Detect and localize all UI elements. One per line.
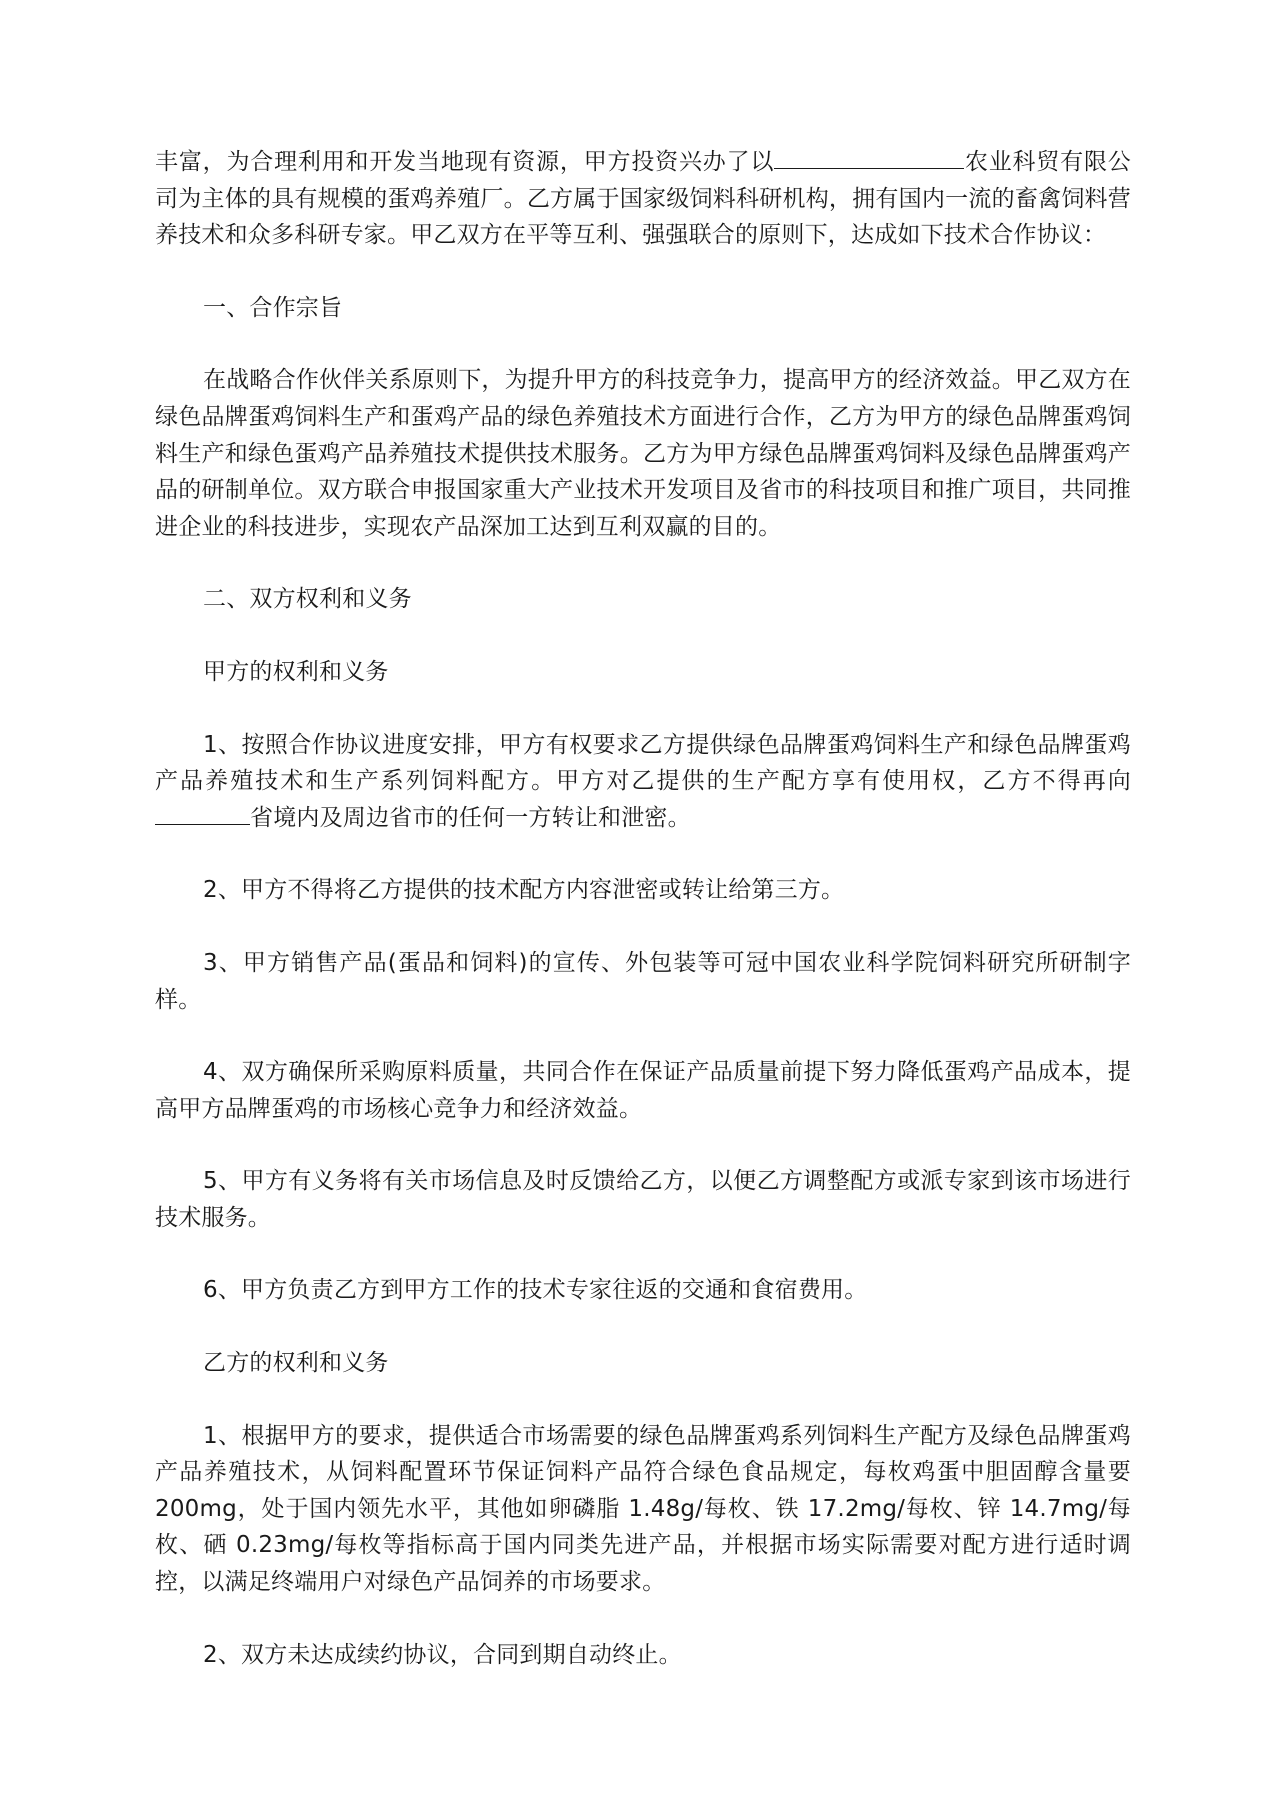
document-page — [155, 144, 1131, 1709]
intro-paragraph — [155, 144, 1131, 254]
intro-text-part2: 农业科贸有限公司为主体的具有规模的蛋鸡养殖厂。乙方属于国家级饲料科研机构，拥有国内一流的畜禽饲料营养技术和众多科研专家。甲乙双方在平等互利、强强联合的原则下，达成如下技术合作协议： — [155, 149, 1131, 249]
party-b-item-1: 1、根据甲方的要求，提供适合市场需要的绿色品牌蛋鸡系列饲料生产配方及绿色品牌蛋鸡产品养殖技术，从饲料配置环节保证饲料产品符合绿色食品规定，每枚鸡蛋中胆固醇含量要 200mg，处于国内领先水平，其他如卵磷脂 1.48g/每枚、铁 17.2mg/每枚、锌 14.7mg/每枚、硒 0.23mg/每枚等指标高于国内同类先进产品，并根据市场实际需要对配方进行适时调控，以满足终端用户对绿色产品饲养的市场要求。 — [155, 1422, 1131, 1596]
party-a-item-5: 5、甲方有义务将有关市场信息及时反馈给乙方，以便乙方调整配方或派专家到该市场进行技术服务。 — [155, 1168, 1131, 1231]
party-a-item-1-part2: 省境内及周边省市的任何一方转让和泄密。 — [250, 804, 691, 831]
party-a-item-3: 3、甲方销售产品(蛋品和饲料)的宣传、外包装等可冠中国农业科学院饲料研究所研制字样。 — [155, 949, 1131, 1013]
party-a-item-1 — [155, 727, 1131, 837]
party-a-item-1-part1: 1、按照合作协议进度安排，甲方有权要求乙方提供绿色品牌蛋鸡饲料生产和绿色品牌蛋鸡产品养殖技术和生产系列饲料配方。甲方对乙提供的生产配方享有使用权，乙方不得再向 — [155, 731, 1131, 795]
party-a-item-2: 2、甲方不得将乙方提供的技术配方内容泄密或转让给第三方。 — [203, 877, 845, 904]
party-b-heading: 乙方的权利和义务 — [203, 1350, 389, 1377]
party-a-item-4: 4、双方确保所采购原料质量，共同合作在保证产品质量前提下努力降低蛋鸡产品成本，提高甲方品牌蛋鸡的市场核心竞争力和经济效益。 — [155, 1059, 1131, 1122]
party-a-heading: 甲方的权利和义务 — [203, 658, 389, 685]
party-b-item-2: 2、双方未达成续约协议，合同到期自动终止。 — [203, 1641, 682, 1668]
section1-body: 在战略合作伙伴关系原则下，为提升甲方的科技竞争力，提高甲方的经济效益。甲乙双方在绿色品牌蛋鸡饲料生产和蛋鸡产品的绿色养殖技术方面进行合作，乙方为甲方的绿色品牌蛋鸡饲料生产和绿色蛋鸡产品养殖技术提供技术服务。乙方为甲方绿色品牌蛋鸡饲料及绿色品牌蛋鸡产品的研制单位。双方联合申报国家重大产业技术开发项目及省市的科技项目和推广项目，共同推进企业的科技进步，实现农产品深加工达到互利双赢的目的。 — [155, 367, 1131, 540]
section1-heading: 一、合作宗旨 — [203, 294, 343, 321]
party-a-item-6: 6、甲方负责乙方到甲方工作的技术专家往返的交通和食宿费用。 — [203, 1277, 868, 1304]
province-blank — [155, 800, 250, 825]
company-name-blank — [774, 144, 964, 169]
intro-text-part1: 丰富，为合理利用和开发当地现有资源，甲方投资兴办了以 — [155, 149, 775, 175]
section2-heading: 二、双方权利和义务 — [203, 586, 412, 613]
